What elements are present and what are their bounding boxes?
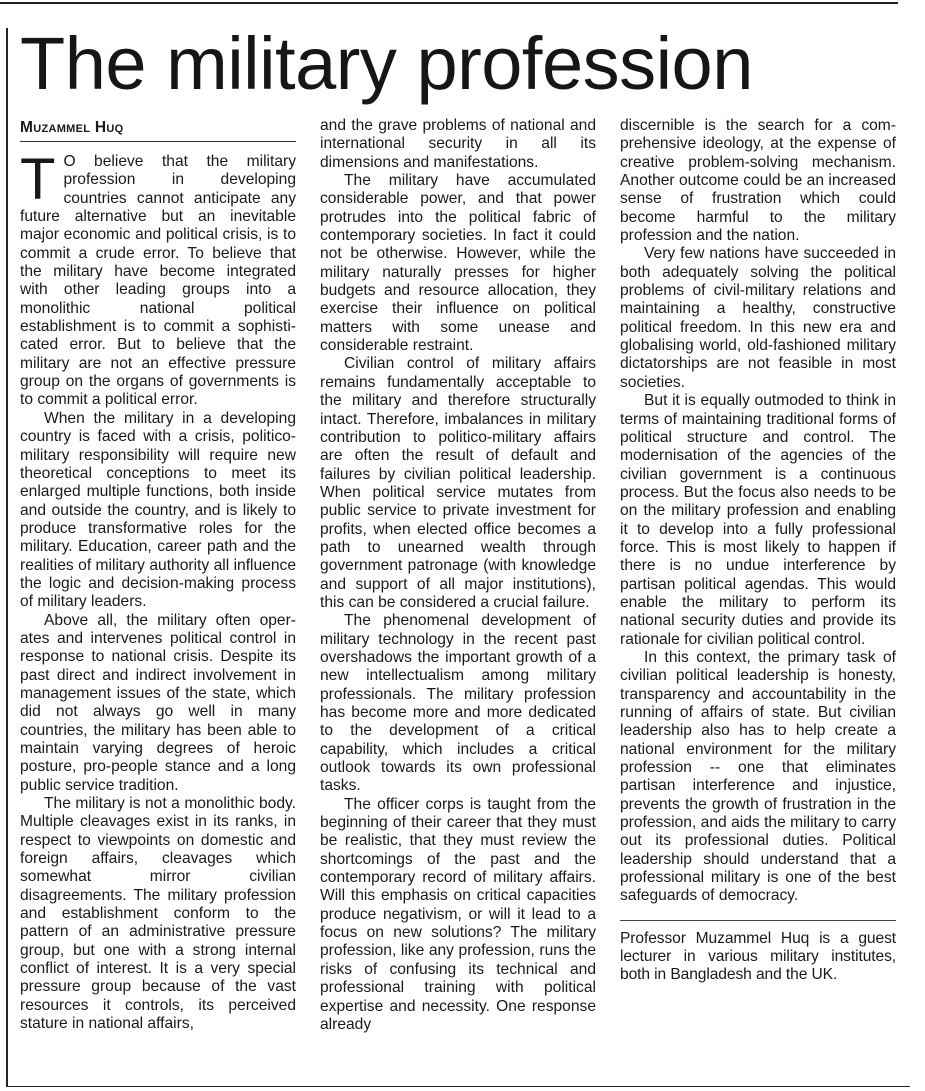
drop-cap: T xyxy=(20,153,56,212)
byline-divider xyxy=(20,141,296,142)
article-paragraph: In this context, the primary task of civilian political leadership is honesty, transparency and accountability in the running of affairs of state. But civilian leadership also has to help create a national environment for the military profession -- one that eliminates partisan interference and injustice, prevents the growth of frustration in the profession, and aids the military to carry out its professional duties. Political leadership should understand that a professional military is one of the best safeguards of democracy. xyxy=(620,648,896,905)
article-paragraph: The military is not a monolithic body. Multiple cleavages exist in its ranks, in respect to viewpoints on domestic and foreign affairs, cleavages which somewhat mirror civilian disagreements. The military profession and establishment conform to the pattern of an administrative pressure group, but one with a strong internal conflict of interest. It is a very special pressure group because of the vast resources it controls, its perceived stature in national affairs, xyxy=(20,795,296,1033)
article-paragraph: Very few nations have succeeded in both adequately solving the political problems of civil-military relations and maintaining a healthy, constructive political freedom. In this new era and globalising world, old-fashioned military dictatorships are not feasible in most societies. xyxy=(620,245,896,391)
article-paragraph: discernible is the search for a comprehensive ideology, at the expense of creative problem-solving mechanism. Another outcome could be an increased sense of frustration which could become harmful to the military profession and the nation. xyxy=(620,117,896,245)
lead-paragraph-text: O believe that the military profession in developing countries cannot anticipate any future alternative but an inevitable major economic and political crisis, is to commit a crude error. To believe that the military have become integrated with other leading groups into a monolithic national political establishment is to commit a sophisticated error. But to believe that the military are not an effective pressure group on the organs of governments is to commit a political error. xyxy=(20,153,296,409)
article-paragraph: Above all, the military often operates and intervenes political control in response to national crisis. Despite its past direct and indirect involvement in management issues of the state, which did not always go well in many countries, the military has been able to maintain varying degrees of heroic posture, pro-people stance and a long public service tradition. xyxy=(20,611,296,794)
article-column-2 xyxy=(320,117,596,1077)
article-paragraph: The phenomenal development of military technology in the recent past overshadows the important growth of a new intellectualism among military professionals. The military profession has become more and more dedicated to the development of a critical capability, which includes a critical outlook towards its own professional tasks. xyxy=(320,612,596,795)
article-column-3 xyxy=(620,117,896,1077)
bottom-border-rule xyxy=(6,1086,910,1087)
article-paragraph: When the military in a developing country is faced with a crisis, politico-military responsibility will require new theoretical conceptions to meet its enlarged multiple functions, both inside and outside the country, and is likely to produce transformative roles for the military. Education, career path and the realities of military authority all influence the logic and decision-making process of military leaders. xyxy=(20,409,296,611)
article-paragraph: and the grave problems of national and international security in all its dimensions and manifestations. xyxy=(320,117,596,171)
article-headline: The military profession xyxy=(20,22,753,105)
article-paragraph xyxy=(20,153,296,410)
article-paragraph: The officer corps is taught from the beginning of their career that they must be realistic, that they must review the shortcomings of the past and the contemporary record of military affairs. Will this emphasis on critical capacities produce negativism, or will it lead to a focus on new solutions? The military profession, like any profession, runs the risks of confusing its technical and professional training with political expertise and necessity. One response already xyxy=(320,795,596,1033)
article-paragraph: But it is equally outmoded to think in terms of maintaining traditional forms of political structure and control. The modernisation of the agencies of the civilian government is a continuous process. But the focus also needs to be on the military profession and enabling it to develop into a fully professional force. This is most likely to happen if there is no undue interference by partisan political agendas. This would enable the military to perform its national security duties and provide its rationale for civilian political control. xyxy=(620,392,896,648)
author-byline: Muzammel Huq xyxy=(20,119,124,136)
author-bio: Professor Muzammel Huq is a guest lecturer in various military institutes, both in Bangladesh and the UK. xyxy=(620,929,896,984)
left-border-rule xyxy=(6,28,8,1086)
bio-divider xyxy=(620,920,896,921)
article-column-1 xyxy=(20,153,296,1078)
article-paragraph: Civilian control of military affairs remains fundamentally acceptable to the military and therefore structurally intact. Therefore, imbalances in military contribution to politico-military affairs are often the result of default and failures by civilian political leadership. When political service mutates from public service to private investment for profits, when elected office becomes a path to unearned wealth through government patronage (with knowledge and support of all major institutions), this can be considered a crucial failure. xyxy=(320,355,596,611)
article-paragraph: The military have accumulated considerable power, and that power protrudes into the political fabric of contemporary societies. In fact it could not be otherwise. However, while the military naturally presses for higher budgets and resource allocation, they exercise their influence on political matters with some unease and considerable restraint. xyxy=(320,172,596,355)
top-border-rule xyxy=(0,2,898,4)
